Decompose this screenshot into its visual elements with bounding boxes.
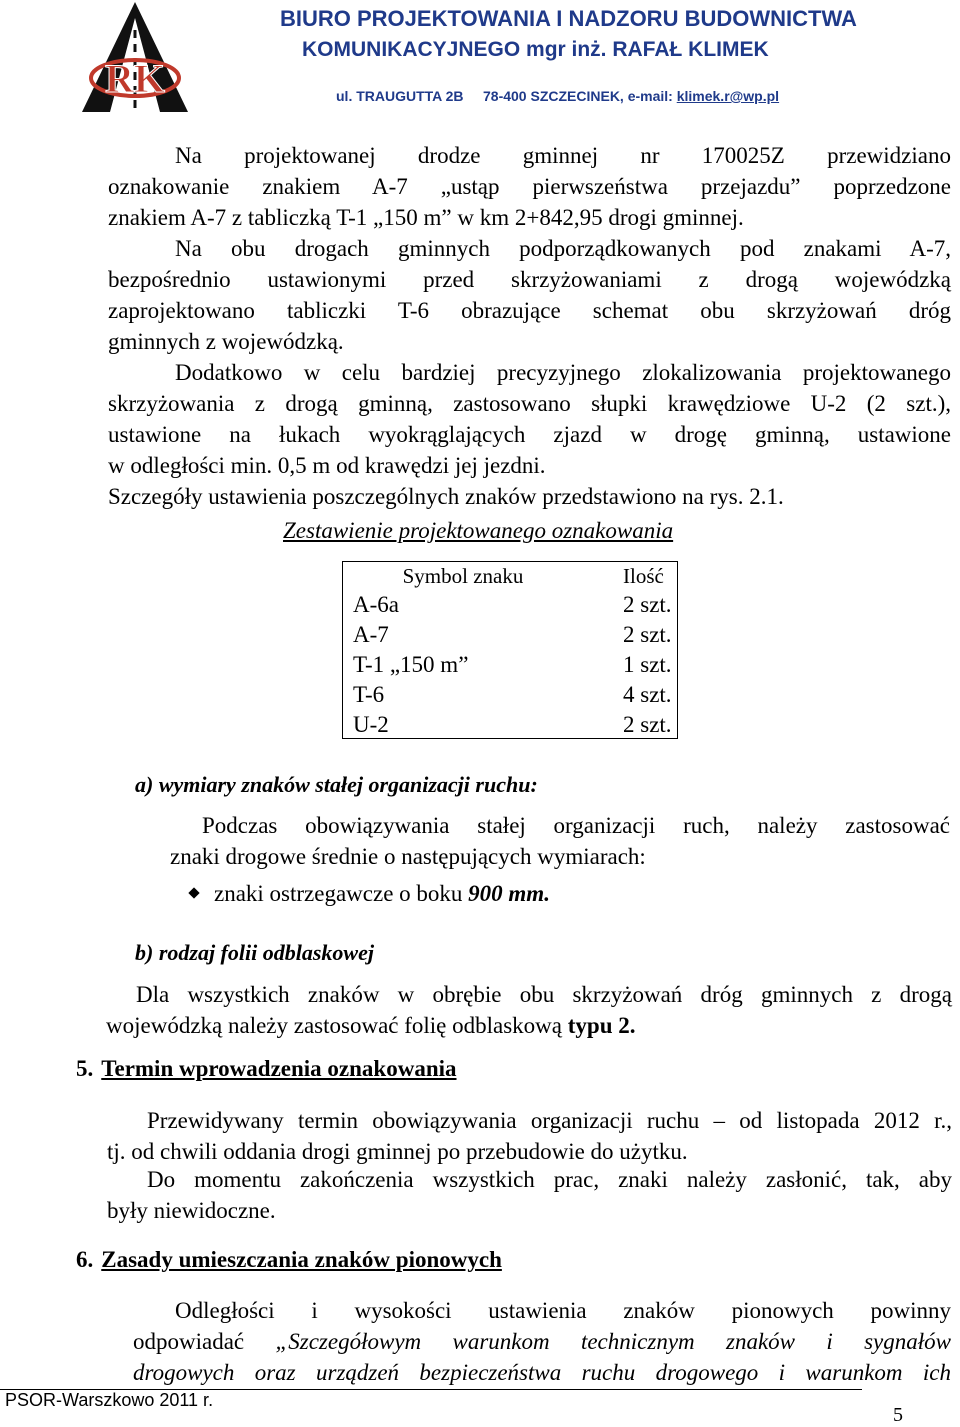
cell-quantity: 2 szt. [623, 622, 672, 647]
company-name-line1: BIURO PROJEKTOWANIA I NADZORU BUDOWNICTWA [280, 6, 857, 31]
section-6-paragraph [133, 1295, 951, 1388]
svg-text:RK: RK [105, 56, 165, 101]
text-line: Dla wszystkich znaków w obrębie obu skrzyżowań dróg gminnych z drogą [136, 982, 952, 1007]
text-line: Do momentu zakończenia wszystkich prac, znaki należy zasłonić, tak, aby [147, 1167, 952, 1192]
text-line: znaki drogowe średnie o następujących wymiarach: [170, 844, 646, 869]
subsection-a-heading: a) wymiary znaków stałej organizacji ruchu: [135, 772, 538, 797]
email-link[interactable]: klimek.r@wp.pl [676, 88, 780, 104]
cell-symbol: A-6a [353, 592, 399, 617]
cell-quantity: 2 szt. [623, 712, 672, 737]
cell-symbol: U-2 [353, 712, 389, 737]
text-line: Na projektowanej drodze gminnej nr 170025Z przewidziano [175, 143, 951, 168]
section-number: 5. [76, 1056, 94, 1081]
section-5-paragraph-1 [107, 1105, 952, 1167]
page-number: 5 [893, 1404, 903, 1426]
bullet-text: znaki ostrzegawcze o boku [214, 881, 469, 906]
text-line: Na obu drogach gminnych podporządkowanych pod znakami A-7, [175, 236, 951, 261]
text-line: ustawione na łukach wyokrąglających zjazd w drogę gminną, ustawione [108, 422, 951, 447]
text-line: oznakowanie znakiem A-7 „ustąp pierwszeństwa przejazdu” poprzedzone [108, 174, 951, 199]
column-header-quantity: Ilość [623, 563, 664, 588]
text-line: gminnych z wojewódzką. [108, 329, 344, 354]
company-name-line2: KOMUNIKACYJNEGO mgr inż. RAFAŁ KLIMEK [302, 38, 769, 61]
section-title: Zasady umieszczania znaków pionowych [101, 1247, 502, 1272]
text-line: Szczegóły ustawienia poszczególnych znaków przedstawiono na rys. 2.1. [108, 484, 784, 509]
text-line: Odległości i wysokości ustawienia znaków pionowych powinny [175, 1298, 951, 1323]
text-line: skrzyżowania z drogą gminną, zastosowano słupki krawędziowe U-2 (2 szt.), [108, 391, 951, 416]
section-5-paragraph-2 [107, 1164, 952, 1226]
intro-paragraph [108, 140, 951, 512]
table-header-row [343, 562, 677, 590]
column-header-symbol: Symbol znaku [402, 563, 524, 588]
section-number: 6. [76, 1247, 94, 1272]
footer-text: PSOR-Warszkowo 2011 r. [5, 1390, 214, 1410]
cell-symbol: T-6 [353, 682, 385, 707]
table-row [343, 680, 677, 710]
diamond-bullet-icon [188, 887, 199, 898]
text-line: bezpośrednio ustawionymi przed skrzyżowaniami z drogą wojewódzką [108, 267, 951, 292]
table-row [343, 710, 677, 740]
subsection-b-paragraph [106, 979, 952, 1041]
table-title: Zestawienie projektowanego oznakowania [283, 518, 674, 543]
italic-fragment: „Szczegółowym warunkom technicznym znaków i sygnałów [275, 1329, 951, 1354]
table-row [343, 620, 677, 650]
cell-quantity: 1 szt. [623, 652, 672, 677]
table-row [343, 590, 677, 620]
text-line [133, 1326, 951, 1357]
cell-quantity: 4 szt. [623, 682, 672, 707]
text-line: zaprojektowano tabliczki T-6 obrazujące schemat obu skrzyżowań dróg [108, 298, 951, 323]
cell-symbol: A-7 [353, 622, 389, 647]
text-fragment: odpowiadać [133, 1329, 276, 1354]
text-line: Podczas obowiązywania stałej organizacji ruch, należy zastosować [202, 813, 950, 838]
text-line: drogowych oraz urządzeń bezpieczeństwa ruchu drogowego i warunkom ich [133, 1360, 951, 1385]
text-line: Przewidywany termin obowiązywania organizacji ruchu – od listopada 2012 r., [147, 1108, 952, 1133]
text-line: Dodatkowo w celu bardziej precyzyjnego zlokalizowania projektowanego [175, 360, 951, 385]
company-address [336, 88, 779, 104]
text-line [106, 1010, 952, 1041]
cell-symbol: T-1 „150 m” [353, 652, 469, 677]
address-text: ul. TRAUGUTTA 2B 78-400 SZCZECINEK, e-mail: [336, 88, 677, 104]
company-logo [70, 0, 200, 118]
section-title: Termin wprowadzenia oznakowania [101, 1056, 457, 1081]
bullet-item [190, 881, 550, 907]
table-row [343, 650, 677, 680]
text-line: tj. od chwili oddania drogi gminnej po przebudowie do użytku. [107, 1139, 688, 1164]
text-line: w odległości min. 0,5 m od krawędzi jej jezdni. [108, 453, 546, 478]
foil-type: typu 2. [567, 1013, 636, 1038]
signs-table [342, 561, 678, 739]
text-line: znakiem A-7 z tabliczką T-1 „150 m” w km 2+842,95 drogi gminnej. [108, 205, 744, 230]
section-6-heading [76, 1247, 502, 1273]
text-fragment: wojewódzką należy zastosować folię odblaskową [106, 1013, 568, 1038]
text-line: były niewidoczne. [107, 1198, 276, 1223]
cell-quantity: 2 szt. [623, 592, 672, 617]
subsection-a-paragraph [170, 810, 950, 872]
bullet-value: 900 mm. [468, 881, 550, 906]
subsection-b-heading: b) rodzaj folii odblaskowej [135, 940, 374, 965]
section-5-heading [76, 1056, 457, 1082]
